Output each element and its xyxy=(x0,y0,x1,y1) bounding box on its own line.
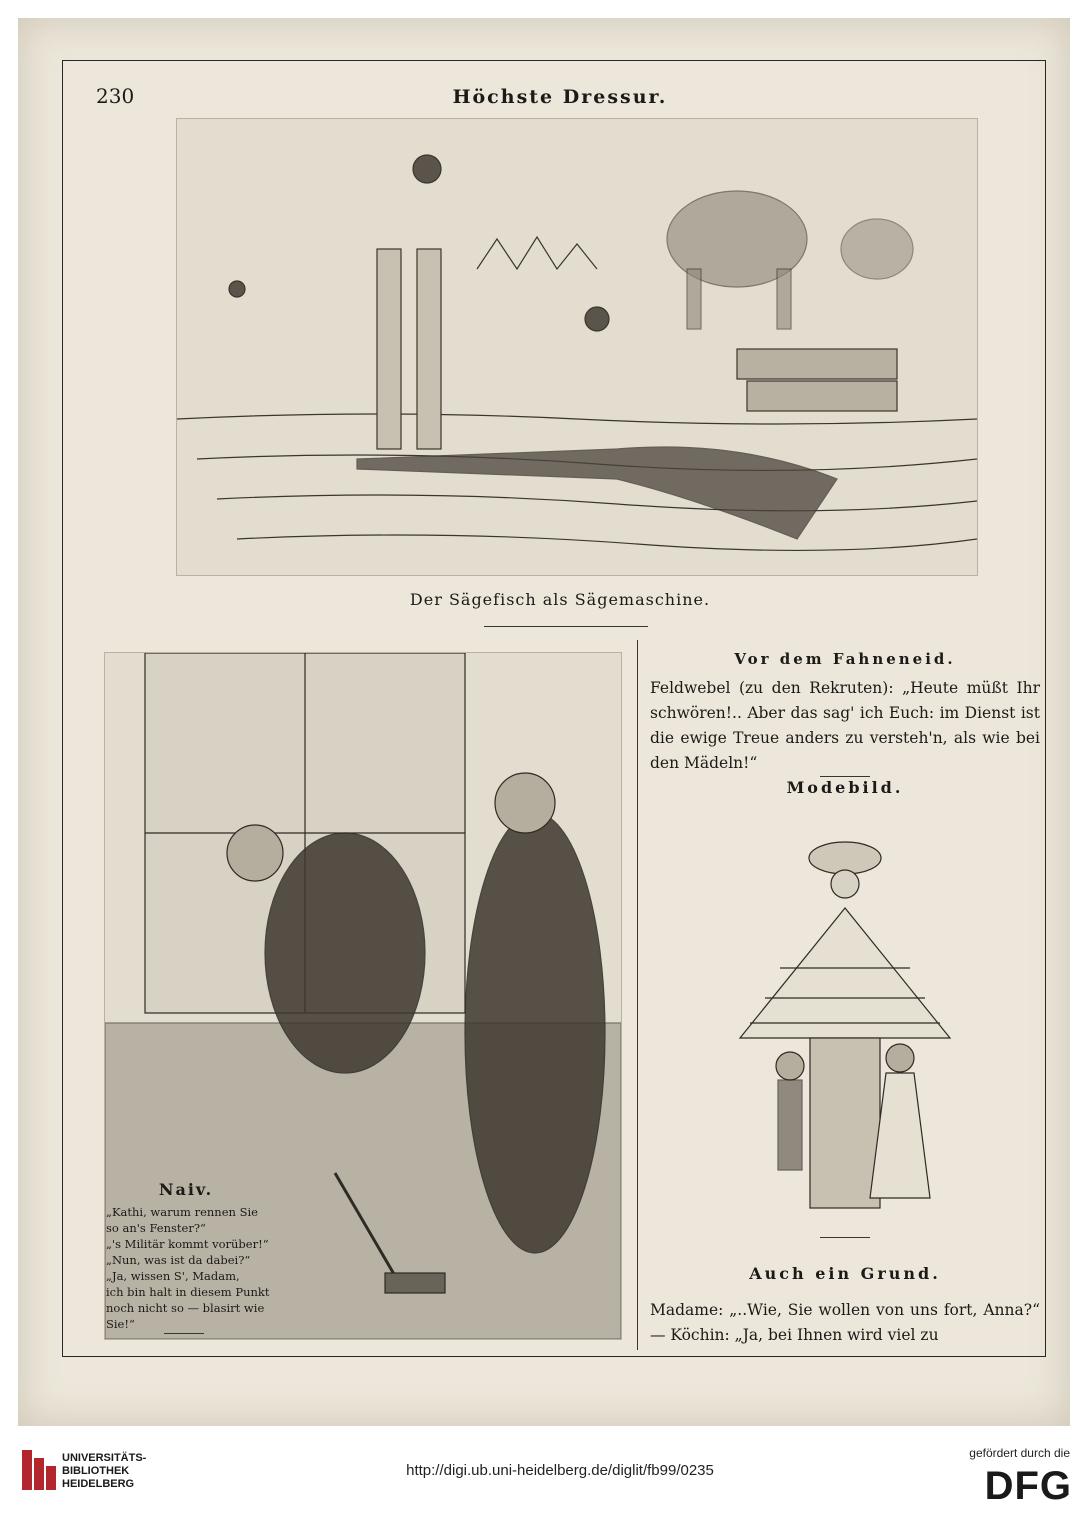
naiv-line: „'s Militär kommt vorüber!“ xyxy=(106,1237,269,1251)
naiv-line: „Ja, wissen S', Madam, xyxy=(106,1269,240,1283)
funding-note: gefördert durch die xyxy=(969,1446,1070,1460)
grund-text: Madame: „..Wie, Sie wollen von uns fort, Anna?“ — Köchin: „Ja, bei Ihnen wird viel zu xyxy=(650,1301,1040,1344)
fahneneid-title: Vor dem Fahneneid. xyxy=(734,650,956,668)
dfg-logo-icon: DFG xyxy=(984,1464,1072,1508)
naiv-line: noch nicht so — blasirt wie xyxy=(106,1301,265,1315)
university-line: HEIDELBERG xyxy=(62,1478,135,1490)
fahneneid-end-rule xyxy=(820,776,870,777)
university-line: UNIVERSITÄTS- xyxy=(62,1452,147,1464)
naiv-line: „Nun, was ist da dabei?“ xyxy=(106,1253,251,1267)
university-logo-icon xyxy=(22,1450,56,1494)
sawfish-illustration xyxy=(176,118,978,576)
caption-divider xyxy=(484,626,648,627)
naiv-dialogue xyxy=(106,1204,270,1332)
modebild-end-rule xyxy=(820,1237,870,1238)
naiv-title: Naiv. xyxy=(158,1180,214,1199)
university-line: BIBLIOTHEK xyxy=(62,1465,130,1477)
page-number: 230 xyxy=(96,84,135,108)
naiv-line: Sie!“ xyxy=(106,1317,135,1331)
source-url-link[interactable]: http://digi.ub.uni-heidelberg.de/diglit/fb99/0235 xyxy=(406,1462,714,1479)
modebild-title: Modebild. xyxy=(786,778,904,797)
naiv-end-rule xyxy=(164,1333,204,1334)
column-divider xyxy=(637,640,638,1350)
naiv-line: „Kathi, warum rennen Sie xyxy=(106,1205,258,1219)
university-name xyxy=(62,1452,146,1491)
running-title: Höchste Dressur. xyxy=(452,86,668,108)
naiv-line: so an's Fenster?“ xyxy=(106,1221,206,1235)
illustration-caption: Der Sägefisch als Sägemaschine. xyxy=(409,590,711,609)
fahneneid-text: Feldwebel (zu den Rekruten): „Heute müßt Ihr schwören!.. Aber das sag' ich Euch: im Dienst ist die ewige Treue anders zu versteh'n, als wie bei den Mädeln!“ xyxy=(650,679,1040,772)
grund-title: Auch ein Grund. xyxy=(749,1264,941,1283)
naiv-line: ich bin halt in diesem Punkt xyxy=(106,1285,270,1299)
modebild-illustration xyxy=(720,818,970,1218)
